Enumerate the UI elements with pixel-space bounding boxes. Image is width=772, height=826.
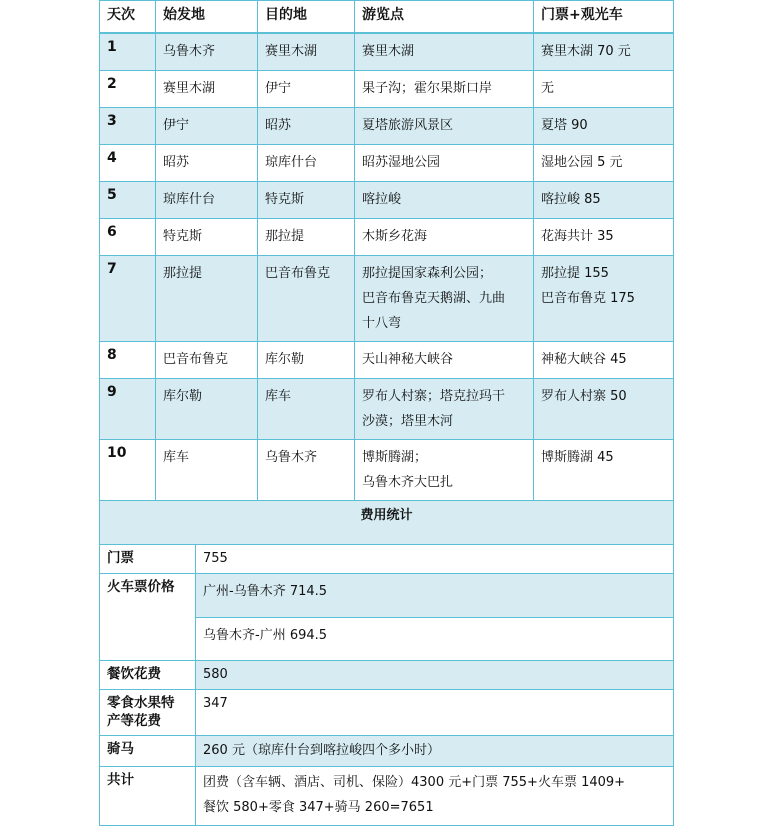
table-row xyxy=(100,107,674,144)
sights-cell xyxy=(355,218,534,255)
cost-value: 580 xyxy=(196,660,674,689)
sights-cell xyxy=(355,181,534,218)
cost-label xyxy=(100,689,196,735)
cost-label: 共计 xyxy=(100,766,196,825)
table-row xyxy=(100,70,674,107)
to-city: 那拉提 xyxy=(258,218,355,255)
cost-row-tickets xyxy=(100,544,674,573)
to-city: 库车 xyxy=(258,378,355,439)
ticket-line: 博斯腾湖 45 xyxy=(541,449,614,465)
train-return: 乌鲁木齐-广州 694.5 xyxy=(203,627,328,643)
sight-line: 巴音布鲁克天鹅湖、九曲 xyxy=(362,290,506,306)
from-city: 琼库什台 xyxy=(156,181,258,218)
ticket-line: 喀拉峻 85 xyxy=(541,191,601,207)
from-city: 特克斯 xyxy=(156,218,258,255)
to-city: 赛里木湖 xyxy=(258,33,355,70)
ticket-line: 神秘大峡谷 45 xyxy=(541,351,627,367)
document-page xyxy=(99,0,673,826)
sight-line: 夏塔旅游风景区 xyxy=(362,117,454,133)
ticket-cell xyxy=(534,218,674,255)
cost-row-horse xyxy=(100,735,674,766)
sights-cell xyxy=(355,70,534,107)
ticket-line: 罗布人村寨 50 xyxy=(541,388,627,404)
sight-line: 木斯乡花海 xyxy=(362,228,428,244)
cost-row-train xyxy=(100,573,674,660)
day-number: 10 xyxy=(100,439,156,500)
train-cost-cell xyxy=(196,573,674,660)
itinerary-header-row xyxy=(100,1,674,34)
header-day: 天次 xyxy=(100,1,156,34)
to-city: 乌鲁木齐 xyxy=(258,439,355,500)
from-city: 伊宁 xyxy=(156,107,258,144)
from-city: 巴音布鲁克 xyxy=(156,341,258,378)
cost-value: 347 xyxy=(196,689,674,735)
cost-label-line: 零食水果特 xyxy=(107,694,175,711)
header-to: 目的地 xyxy=(258,1,355,34)
header-tickets: 门票+观光车 xyxy=(534,1,674,34)
sight-line: 果子沟；霍尔果斯口岸 xyxy=(362,80,493,96)
table-row xyxy=(100,255,674,341)
to-city: 琼库什台 xyxy=(258,144,355,181)
ticket-line: 花海共计 35 xyxy=(541,228,614,244)
to-city: 库尔勒 xyxy=(258,341,355,378)
ticket-line: 湿地公园 5 元 xyxy=(541,154,623,170)
ticket-cell xyxy=(534,144,674,181)
sight-line: 罗布人村寨；塔克拉玛干 xyxy=(362,388,506,404)
day-number: 5 xyxy=(100,181,156,218)
ticket-line: 巴音布鲁克 175 xyxy=(541,290,635,306)
itinerary-table xyxy=(99,0,674,826)
day-number: 1 xyxy=(100,33,156,70)
cost-row-total xyxy=(100,766,674,825)
sights-cell xyxy=(355,107,534,144)
sight-line: 乌鲁木齐大巴扎 xyxy=(362,474,454,490)
table-row xyxy=(100,341,674,378)
day-number: 6 xyxy=(100,218,156,255)
cost-label: 火车票价格 xyxy=(100,573,196,660)
train-outbound: 广州-乌鲁木齐 714.5 xyxy=(196,574,673,618)
header-from: 始发地 xyxy=(156,1,258,34)
ticket-cell xyxy=(534,341,674,378)
cost-value: 260 元（琼库什台到喀拉峻四个多小时） xyxy=(196,735,674,766)
sights-cell xyxy=(355,33,534,70)
to-city: 昭苏 xyxy=(258,107,355,144)
from-city: 昭苏 xyxy=(156,144,258,181)
cost-label: 骑马 xyxy=(100,735,196,766)
sight-line: 沙漠；塔里木河 xyxy=(362,413,454,429)
ticket-line: 那拉提 155 xyxy=(541,265,609,281)
to-city: 特克斯 xyxy=(258,181,355,218)
table-row xyxy=(100,181,674,218)
ticket-cell xyxy=(534,181,674,218)
total-line: 餐饮 580+零食 347+骑马 260=7651 xyxy=(203,799,434,815)
ticket-cell xyxy=(534,439,674,500)
sights-cell xyxy=(355,341,534,378)
table-row xyxy=(100,439,674,500)
cost-value xyxy=(196,766,674,825)
sights-cell xyxy=(355,378,534,439)
header-sights: 游览点 xyxy=(355,1,534,34)
cost-label: 门票 xyxy=(100,544,196,573)
cost-label-line: 产等花费 xyxy=(107,712,161,729)
ticket-line: 无 xyxy=(541,80,555,96)
from-city: 赛里木湖 xyxy=(156,70,258,107)
ticket-cell xyxy=(534,378,674,439)
ticket-cell xyxy=(534,107,674,144)
day-number: 8 xyxy=(100,341,156,378)
sight-line: 昭苏湿地公园 xyxy=(362,154,441,170)
from-city: 乌鲁木齐 xyxy=(156,33,258,70)
sight-line: 那拉提国家森利公园； xyxy=(362,265,493,281)
to-city: 伊宁 xyxy=(258,70,355,107)
to-city: 巴音布鲁克 xyxy=(258,255,355,341)
ticket-cell xyxy=(534,255,674,341)
sight-line: 赛里木湖 xyxy=(362,44,415,59)
from-city: 库车 xyxy=(156,439,258,500)
sight-line: 喀拉峻 xyxy=(362,191,402,207)
total-line: 团费（含车辆、酒店、司机、保险）4300 元+门票 755+火车票 1409+ xyxy=(203,774,626,790)
day-number: 4 xyxy=(100,144,156,181)
cost-row-snacks xyxy=(100,689,674,735)
table-row xyxy=(100,218,674,255)
cost-label: 餐饮花费 xyxy=(100,660,196,689)
sight-line: 博斯腾湖； xyxy=(362,449,428,465)
ticket-line: 赛里木湖 70 元 xyxy=(541,44,631,59)
day-number: 9 xyxy=(100,378,156,439)
table-row xyxy=(100,378,674,439)
table-row xyxy=(100,33,674,70)
ticket-cell xyxy=(534,33,674,70)
cost-value: 755 xyxy=(196,544,674,573)
ticket-line: 夏塔 90 xyxy=(541,117,588,133)
day-number: 2 xyxy=(100,70,156,107)
sights-cell xyxy=(355,439,534,500)
sight-line: 十八弯 xyxy=(362,315,402,331)
cost-section-title: 费用统计 xyxy=(100,500,674,544)
from-city: 库尔勒 xyxy=(156,378,258,439)
ticket-cell xyxy=(534,70,674,107)
day-number: 3 xyxy=(100,107,156,144)
from-city: 那拉提 xyxy=(156,255,258,341)
cost-row-food xyxy=(100,660,674,689)
cost-section-row xyxy=(100,500,674,544)
table-row xyxy=(100,144,674,181)
day-number: 7 xyxy=(100,255,156,341)
sight-line: 天山神秘大峡谷 xyxy=(362,351,454,367)
sights-cell xyxy=(355,144,534,181)
sights-cell xyxy=(355,255,534,341)
